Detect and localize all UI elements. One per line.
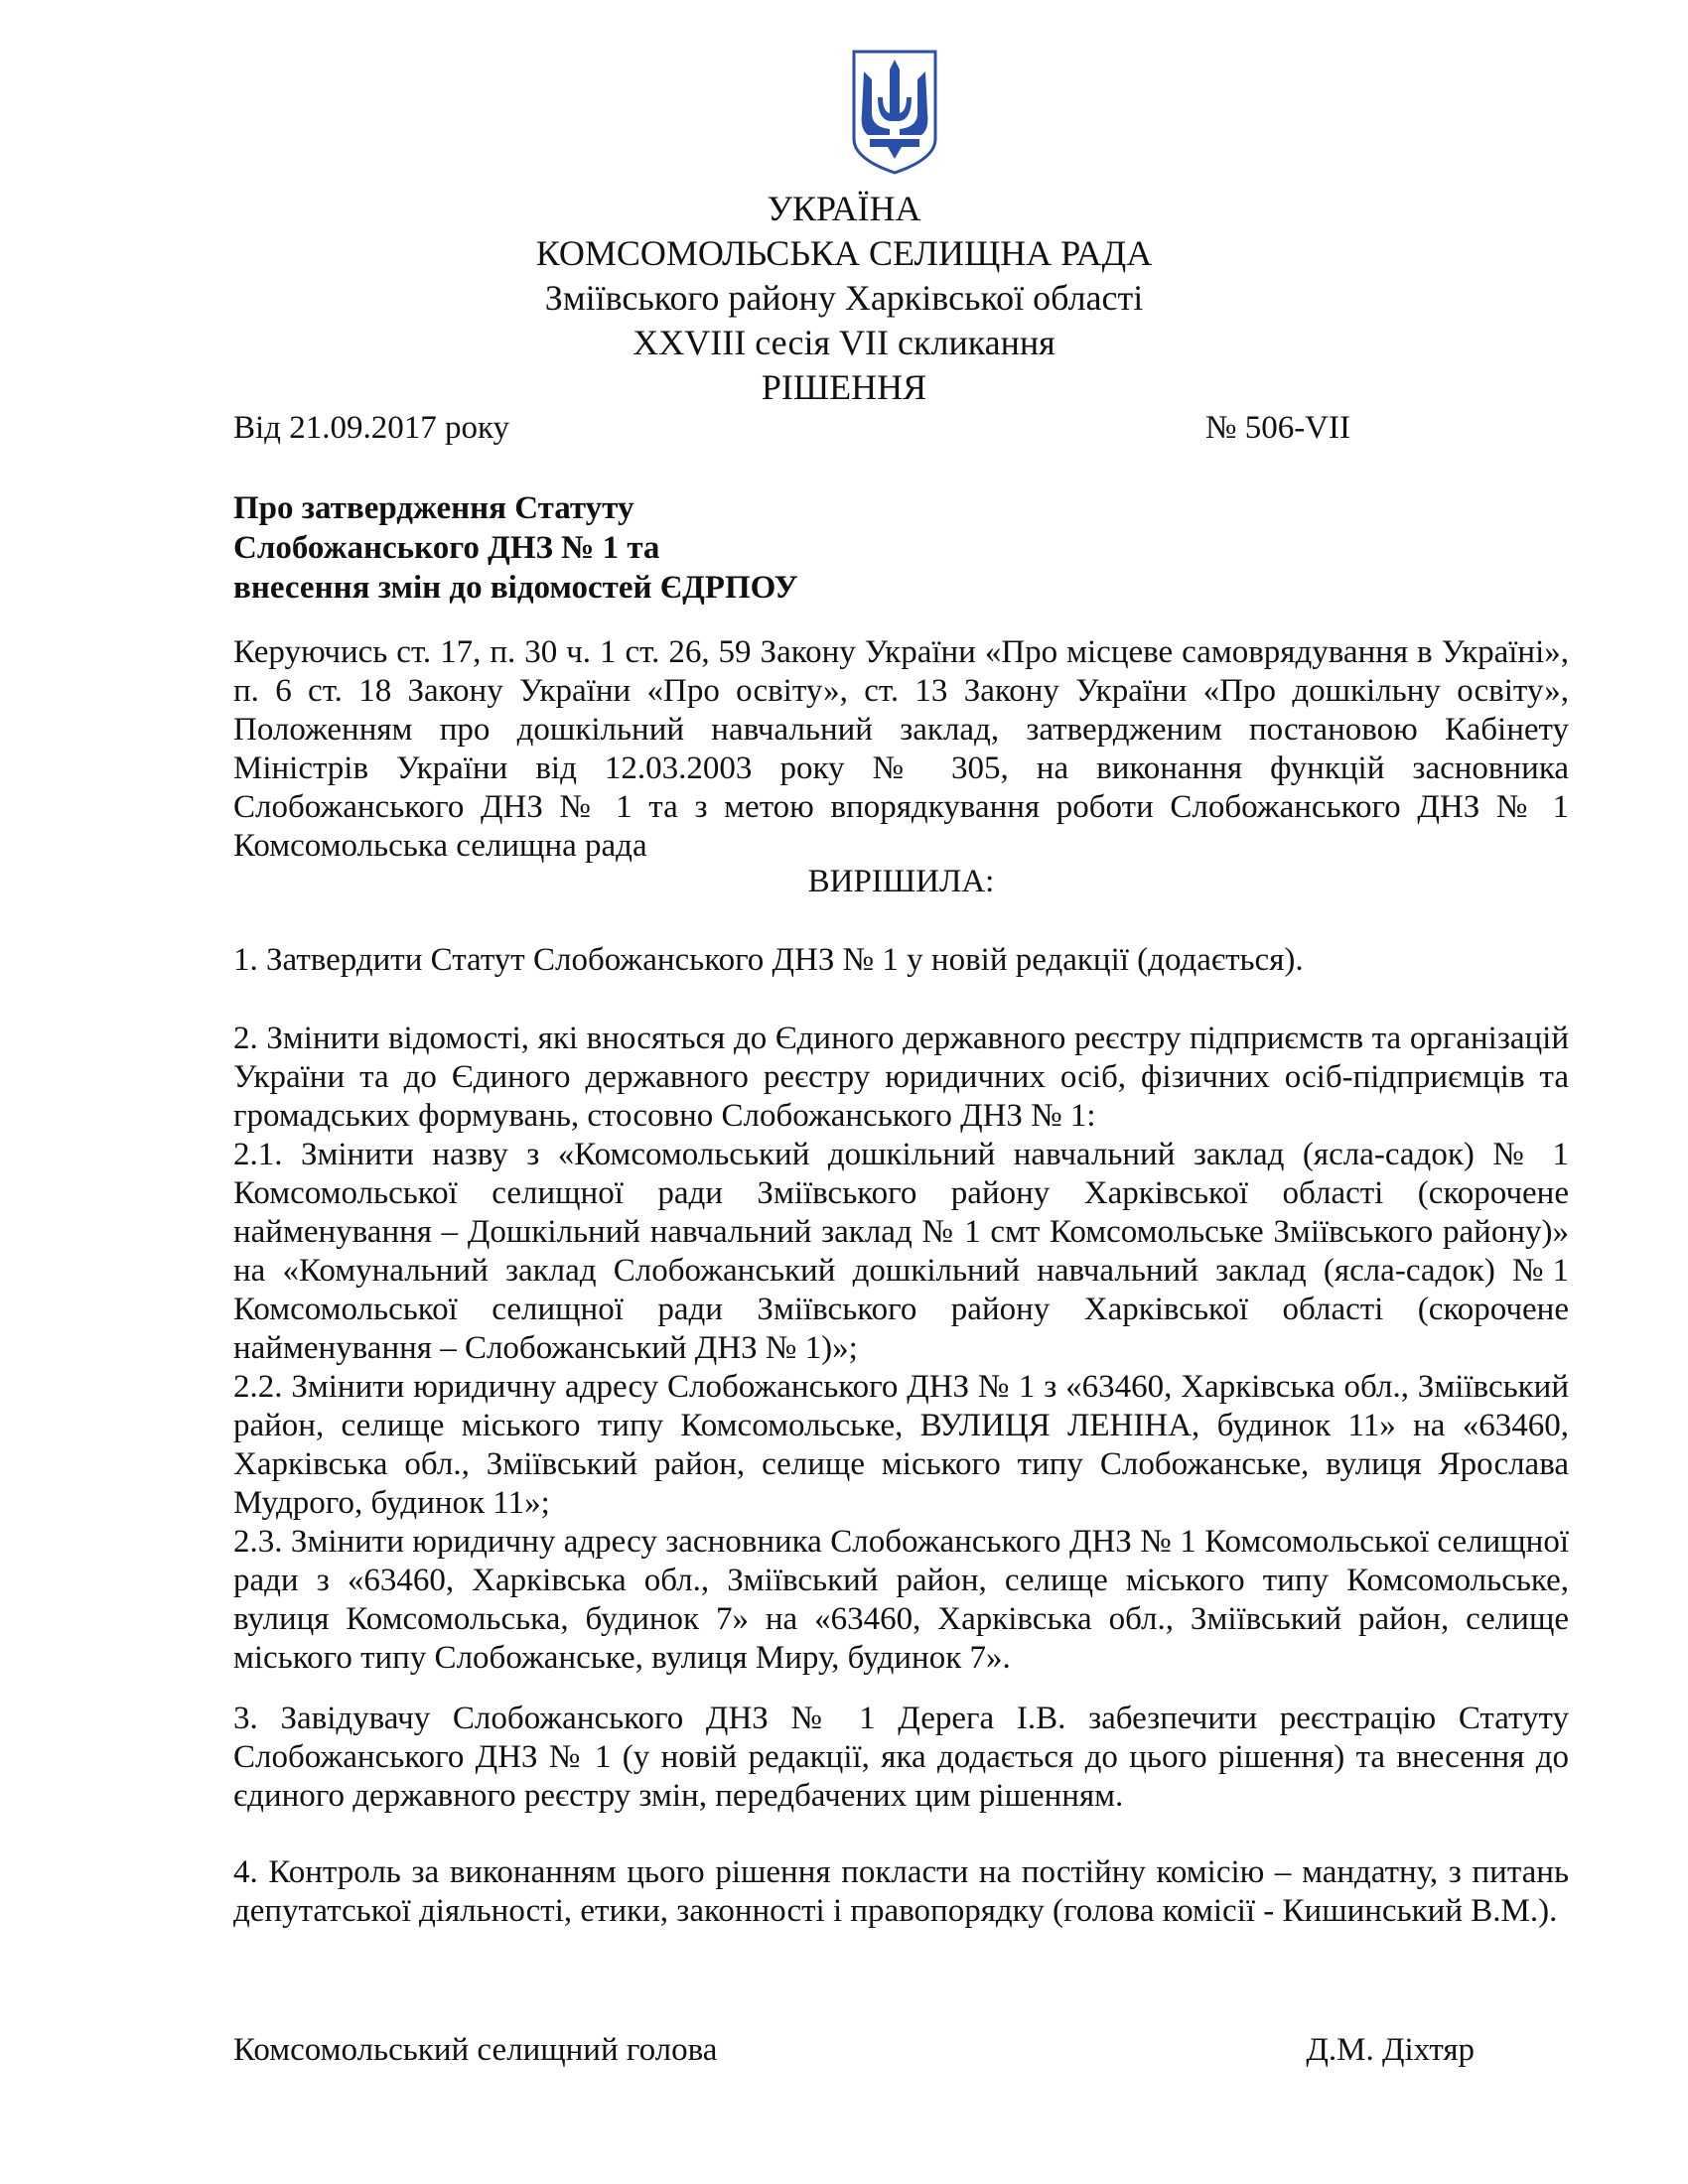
trident-coat-of-arms-icon <box>850 48 939 177</box>
subject-line: Слобожанського ДНЗ № 1 та <box>233 530 660 566</box>
resolved-heading: ВИРІШИЛА: <box>807 864 995 899</box>
country-heading: УКРАЇНА <box>767 189 921 228</box>
council-heading: КОМСОМОЛЬСЬКА СЕЛИЩНА РАДА <box>535 233 1153 273</box>
district-heading: Зміївського району Харківської області <box>544 278 1144 318</box>
decision-date: Від 21.09.2017 року <box>233 410 510 446</box>
resolution-item-2-3: 2.3. Змінити юридичну адресу засновника Слобожанського ДНЗ № 1 Комсомольської селищної ради з «63460, Харківська обл., Зміївський район, селище міського типу Комсомольське, вулиця Комсомольська, будинок 7» на «63460, Харківська обл., Зміївський район, селище міського типу Слобожанське, вулиця Миру, будинок 7». <box>233 1524 1569 1676</box>
subject-line: Про затвердження Статуту <box>233 490 634 526</box>
signatory-title: Комсомольський селищний голова <box>233 2032 718 2068</box>
signature-block <box>233 2030 1475 2070</box>
resolution-item-4: 4. Контроль за виконанням цього рішення покласти на постійну комісію – мандатну, з питань депутатської діяльності, етики, законності і правопорядку (голова комісії - Кишинський В.М.). <box>233 1854 1569 1929</box>
signatory-name: Д.М. Діхтяр <box>1306 2032 1475 2068</box>
document-type-heading: РІШЕННЯ <box>761 367 927 407</box>
decision-subject <box>233 488 798 608</box>
date-number-line <box>233 407 1350 449</box>
decision-number: № 506-VII <box>1204 410 1350 446</box>
resolution-item-3: 3. Завідувачу Слобожанського ДНЗ № 1 Дерега І.В. забезпечити реєстрацію Статуту Слобожанського ДНЗ № 1 (у новій редакції, яка додається до цього рішення) та внесення до єдиного державного реєстру змін, передбачених цим рішенням. <box>233 1701 1569 1814</box>
resolution-item-1: 1. Затвердити Статут Слобожанського ДНЗ № 1 у новій редакції (додається). <box>233 942 1304 978</box>
resolution-item-2-1: 2.1. Змінити назву з «Комсомольський дошкільний навчальний заклад (ясла-садок) № 1 Комсомольської селищної ради Зміївського району Харківської області (скорочене найменування – Дошкільний навчальний заклад № 1 смт Комсомольське Зміївського району)» на «Комунальний заклад Слобожанський дошкільний навчальний заклад (ясла-садок) №1 Комсомольської селищної ради Зміївського району Харківської області (скорочене найменування – Слобожанський ДНЗ № 1)»; <box>233 1137 1569 1366</box>
resolution-item-2-2: 2.2. Змінити юридичну адресу Слобожанського ДНЗ № 1 з «63460, Харківська обл., Зміївський район, селище міського типу Комсомольське, ВУЛИЦЯ ЛЕНІНА, будинок 11» на «63460, Харківська обл., Зміївський район, селище міського типу Слобожанське, вулиця Ярослава Мудрого, будинок 11»; <box>233 1369 1569 1521</box>
session-heading: XXVIII сесія VII скликання <box>633 323 1055 362</box>
preamble-paragraph: Керуючись ст. 17, п. 30 ч. 1 ст. 26, 59 Закону України «Про місцеве самоврядування в Україні», п. 6 ст. 18 Закону України «Про освіту», ст. 13 Закону України «Про дошкільну освіту», Положенням про дошкільний навчальний заклад, затвердженим постановою Кабінету Міністрів України від 12.03.2003 року № 305, на виконання функцій засновника Слобожанського ДНЗ № 1 та з метою впорядкування роботи Слобожанського ДНЗ № 1 Комсомольська селищна рада <box>233 634 1569 864</box>
subject-line: внесення змін до відомостей ЄДРПОУ <box>233 570 798 606</box>
resolution-item-2: 2. Змінити відомості, які вносяться до Єдиного державного реєстру підприємств та організацій України та до Єдиного державного реєстру юридичних осіб, фізичних осіб-підприємців та громадських формувань, стосовно Слобожанського ДНЗ № 1: <box>233 1021 1569 1134</box>
